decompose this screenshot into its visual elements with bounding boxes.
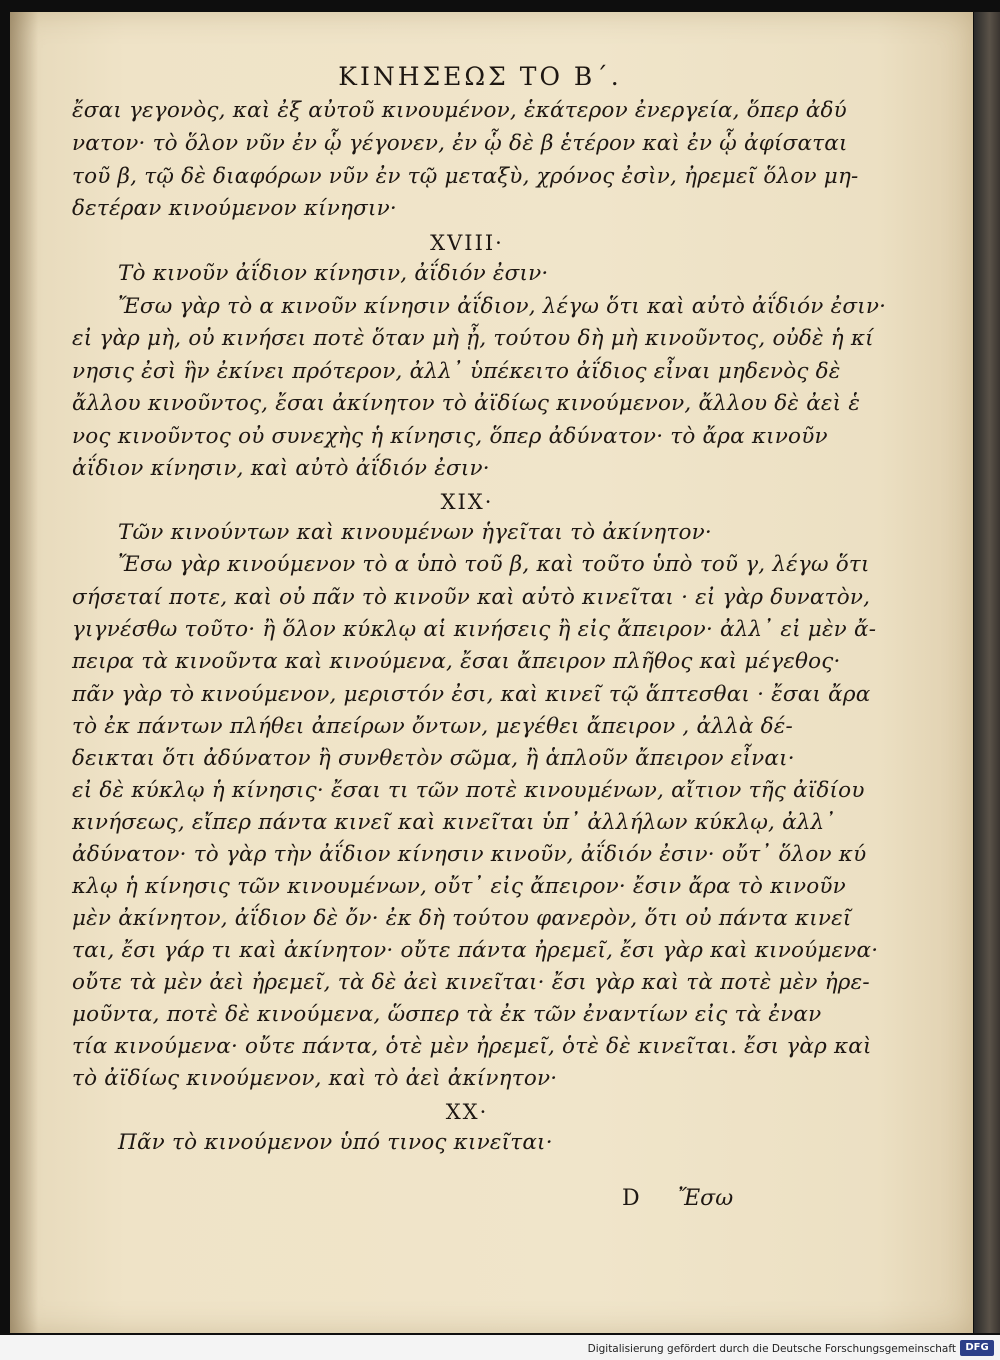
proposition-statement: Τὸ κινοῦν ἀΐδιον κίνησιν, ἀΐδιόν ἐσιν· <box>118 261 549 286</box>
dfg-logo: DFG <box>960 1340 994 1356</box>
text-line: Ἔσω γὰρ κινούμενον τὸ α ὑπὸ τοῦ β, καὶ τοῦτο ὑπὸ τοῦ γ, λέγω ὅτι <box>118 552 870 577</box>
text-line: μοῦντα, ποτὲ δὲ κινούμενα, ὥσπερ τὰ ἐκ τῶν ἐναντίων εἰς τὰ ἐναν <box>72 1002 822 1027</box>
text-line: ἀΐδιον κίνησιν, καὶ αὐτὸ ἀΐδιόν ἐσιν· <box>72 456 490 481</box>
text-line: δεικται ὅτι ἀδύνατον ἢ συνθετὸν σῶμα, ἢ ἁπλοῦν ἄπειρον εἶναι· <box>72 746 795 771</box>
text-line: εἰ δὲ κύκλῳ ἡ κίνησις· ἔσαι τι τῶν ποτὲ κινουμένων, αἴτιον τῆς ἀϊδίου <box>72 778 865 803</box>
text-line: νησις ἐσὶ ἣν ἐκίνει πρότερον, ἀλλ᾽ ὑπέκειτο ἀΐδιος εἶναι μηδενὸς δὲ <box>72 359 841 384</box>
text-line: Ἔσω γὰρ τὸ α κινοῦν κίνησιν ἀΐδιον, λέγω ὅτι καὶ αὐτὸ ἀΐδιόν ἐσιν· <box>118 294 887 319</box>
text-line: τία κινούμενα· οὔτε πάντα, ὁτὲ μὲν ἠρεμεῖ, ὁτὲ δὲ κινεῖται. ἔσι γὰρ καὶ <box>72 1034 872 1059</box>
text-line: νος κινοῦντος οὐ συνεχὴς ἡ κίνησις, ὅπερ ἀδύνατον· τὸ ἄρα κινοῦν <box>72 424 828 449</box>
signature-mark: D <box>622 1186 640 1211</box>
text-line: εἰ γὰρ μὴ, οὐ κινήσει ποτὲ ὅταν μὴ ᾖ, τούτου δὴ μὴ κινοῦντος, οὐδὲ ἡ κί <box>72 326 874 351</box>
text-line: ἄλλου κινοῦντος, ἔσαι ἀκίνητον τὸ ἀϊδίως κινούμενον, ἄλλου δὲ ἀεὶ ἑ <box>72 391 861 416</box>
footer-bar <box>0 1335 1000 1360</box>
text-line: ται, ἔσι γάρ τι καὶ ἀκίνητον· οὔτε πάντα ἠρεμεῖ, ἔσι γὰρ καὶ κινούμενα· <box>72 938 879 963</box>
running-head: ΚΙΝΗΣΕΩΣ ΤΟ Β΄. <box>338 62 622 91</box>
text-line: τὸ ἀϊδίως κινούμενον, καὶ τὸ ἀεὶ ἀκίνητον· <box>72 1066 558 1091</box>
text-line: γιγνέσθω τοῦτο· ἢ ὅλον κύκλῳ αἱ κινήσεις ἢ εἰς ἄπειρον· ἀλλ᾽ εἰ μὲν ἄ- <box>72 617 877 642</box>
section-heading-18: XVIII· <box>430 231 504 255</box>
text-line: κινήσεως, εἴπερ πάντα κινεῖ καὶ κινεῖται ὑπ᾽ ἀλλήλων κύκλῳ, ἀλλ᾽ <box>72 810 836 835</box>
text-line: μὲν ἀκίνητον, ἀΐδιον δὲ ὄν· ἐκ δὴ τούτου φανερὸν, ὅτι οὐ πάντα κινεῖ <box>72 906 852 931</box>
catchword: Ἔσω <box>678 1186 734 1211</box>
funding-credit: Digitalisierung gefördert durch die Deutsche Forschungsgemeinschaft <box>587 1343 956 1355</box>
text-line: νατον· τὸ ὅλον νῦν ἐν ᾧ γέγονεν, ἐν ᾧ δὲ β ἑτέρον καὶ ἐν ᾧ ἀφίσαται <box>72 131 848 156</box>
text-line: σήσεταί ποτε, καὶ οὐ πᾶν τὸ κινοῦν καὶ αὐτὸ κινεῖται · εἰ γὰρ δυνατὸν, <box>72 585 871 610</box>
text-line: τοῦ β, τῷ δὲ διαφόρων νῦν ἐν τῷ μεταξὺ, χρόνος ἐσὶν, ἠρεμεῖ ὅλον μη- <box>72 164 859 189</box>
text-line: τὸ ἐκ πάντων πλήθει ἀπείρων ὄντων, μεγέθει ἄπειρον , ἀλλὰ δέ- <box>72 714 793 739</box>
book-page <box>10 12 973 1333</box>
text-line: πειρα τὰ κινοῦντα καὶ κινούμενα, ἔσαι ἄπειρον πλῆθος καὶ μέγεθος· <box>72 649 841 674</box>
text-line: κλῳ ἡ κίνησις τῶν κινουμένων, οὔτ᾽ εἰς ἄπειρον· ἔσιν ἄρα τὸ κινοῦν <box>72 874 846 899</box>
text-line: ἀδύνατον· τὸ γὰρ τὴν ἀΐδιον κίνησιν κινοῦν, ἀΐδιόν ἐσιν· οὔτ᾽ ὅλον κύ <box>72 842 867 867</box>
text-line: πᾶν γὰρ τὸ κινούμενον, μεριστόν ἐσι, καὶ κινεῖ τῷ ἅπτεσθαι · ἔσαι ἄρα <box>72 682 871 707</box>
section-heading-20: XX· <box>445 1100 489 1124</box>
section-heading-19: XIX· <box>440 490 494 514</box>
book-edge <box>974 12 1000 1333</box>
text-line: ἔσαι γεγονὸς, καὶ ἐξ αὐτοῦ κινουμένον, ἑκάτερον ἐνεργεία, ὅπερ ἀδύ <box>72 98 847 123</box>
text-line: δετέραν κινούμενον κίνησιν· <box>72 196 397 221</box>
proposition-statement: Τῶν κινούντων καὶ κινουμένων ἡγεῖται τὸ ἀκίνητον· <box>118 520 712 545</box>
text-line: οὔτε τὰ μὲν ἀεὶ ἠρεμεῖ, τὰ δὲ ἀεὶ κινεῖται· ἔσι γὰρ καὶ τὰ ποτὲ μὲν ἠρε- <box>72 970 870 995</box>
proposition-statement: Πᾶν τὸ κινούμενον ὑπό τινος κινεῖται· <box>118 1130 553 1155</box>
